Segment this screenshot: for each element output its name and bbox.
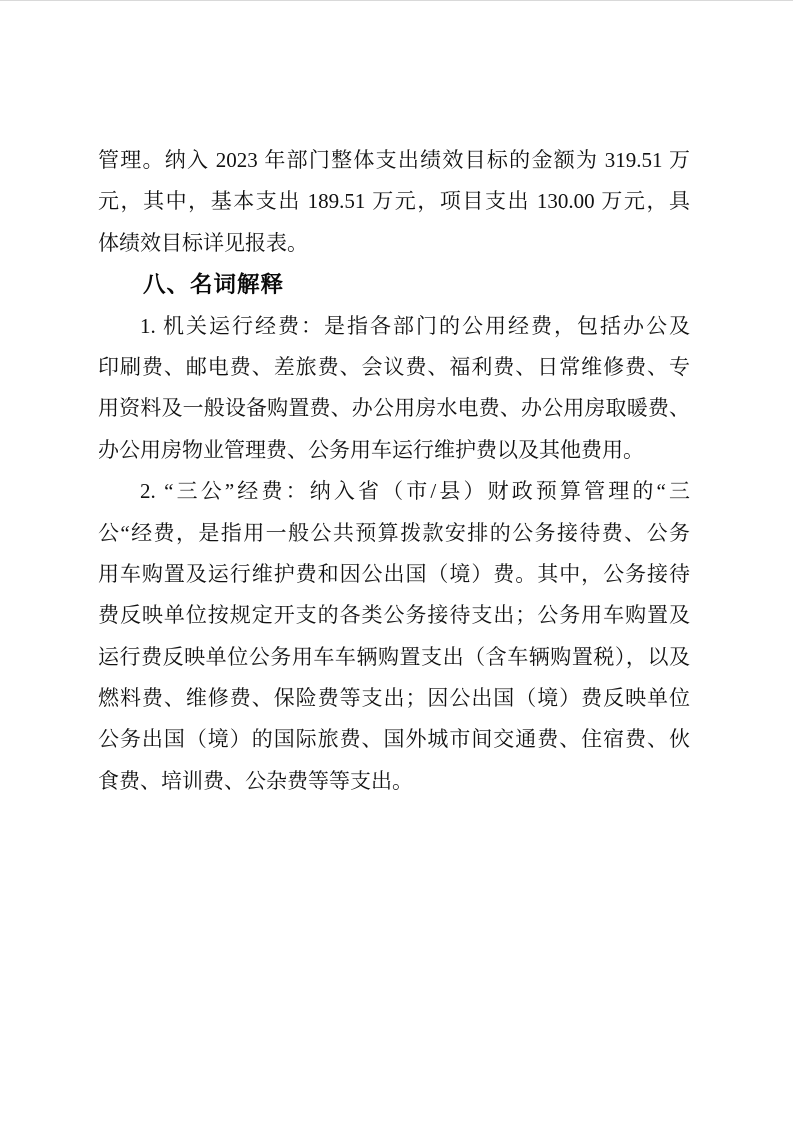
text-block [98, 140, 690, 802]
text-line: 办公用房物业管理费、公务用车运行维护费以及其他费用。 [98, 437, 644, 462]
text-line: 用资料及一般设备购置费、办公用房水电费、办公用房取暖费、 [98, 396, 690, 421]
text-line: 印刷费、邮电费、差旅费、会议费、福利费、日常维修费、专 [98, 354, 690, 379]
text-line: 管理。纳入 2023 年部门整体支出绩效目标的金额为 319.51 万 [98, 148, 690, 172]
paragraph-performance-targets [98, 140, 690, 264]
text-line: 燃料费、维修费、保险费等支出；因公出国（境）费反映单位 [98, 686, 690, 711]
text-line: 运行费反映单位公务用车车辆购置支出（含车辆购置税），以及 [98, 644, 690, 669]
text-line: 公务出国（境）的国际旅费、国外城市间交通费、住宿费、伙 [98, 727, 690, 752]
text-line: 八、名词解释 [143, 272, 285, 298]
text-line: 2. “三公”经费：纳入省（市/县）财政预算管理的“三 [140, 479, 690, 504]
text-line: 公“经费，是指用一般公共预算拨款安排的公务接待费、公务 [98, 520, 690, 545]
text-line: 用车购置及运行维护费和因公出国（境）费。其中，公务接待 [98, 561, 690, 586]
paragraph-term-2-three-public-funds [98, 471, 690, 802]
paragraph-term-1-agency-operating-funds [98, 306, 690, 472]
text-line: 费反映单位按规定开支的各类公务接待支出；公务用车购置及 [98, 603, 690, 628]
text-line: 1. 机关运行经费：是指各部门的公用经费，包括办公及 [140, 313, 690, 338]
text-line: 体绩效目标详见报表。 [98, 230, 308, 255]
text-line: 食费、培训费、公杂费等等支出。 [98, 768, 413, 793]
section-heading-glossary [98, 264, 690, 305]
text-line: 元，其中，基本支出 189.51 万元，项目支出 130.00 万元，具 [98, 189, 690, 214]
document-page [0, 1, 793, 1123]
